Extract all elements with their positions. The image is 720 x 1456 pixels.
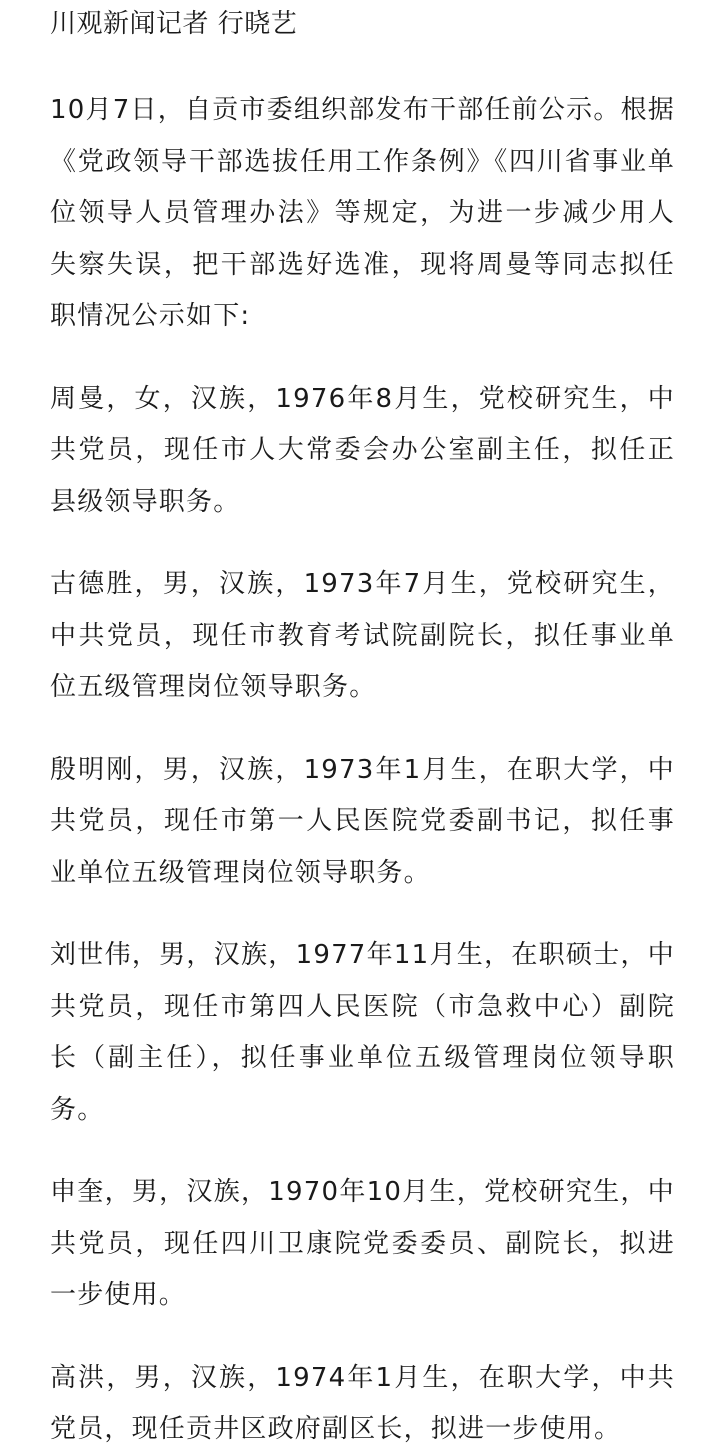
article-paragraph-intro: 10月7日，自贡市委组织部发布干部任前公示。根据《党政领导干部选拔任用工作条例》《四川省事业单位领导人员管理办法》等规定，为进一步减少用人失察失误，把干部选好选准，现将周曼等同志拟任职情况公示如下:: [50, 95, 675, 331]
article-paragraph-candidate: 刘世伟，男，汉族，1977年11月生，在职硕士，中共党员，现任市第四人民医院（市急救中心）副院长（副主任），拟任事业单位五级管理岗位领导职务。: [50, 940, 675, 1125]
article-paragraph-candidate: 殷明刚，男，汉族，1973年1月生，在职大学，中共党员，现任市第一人民医院党委副书记，拟任事业单位五级管理岗位领导职务。: [50, 754, 675, 888]
article-paragraph-candidate: 周曼，女，汉族，1976年8月生，党校研究生，中共党员，现任市人大常委会办公室副主任，拟任正县级领导职务。: [50, 383, 675, 517]
article-body: [50, 0, 675, 1456]
article-paragraph-candidate: 古德胜，男，汉族，1973年7月生，党校研究生，中共党员，现任市教育考试院副院长，拟任事业单位五级管理岗位领导职务。: [50, 569, 675, 702]
article-byline: 川观新闻记者 行晓艺: [50, 9, 298, 39]
article-paragraph-candidate: 申奎，男，汉族，1970年10月生，党校研究生，中共党员，现任四川卫康院党委委员、副院长，拟进一步使用。: [50, 1177, 675, 1310]
article-paragraph-candidate: 高洪，男，汉族，1974年1月生，在职大学，中共党员，现任贡井区政府副区长，拟进一步使用。: [50, 1362, 675, 1444]
